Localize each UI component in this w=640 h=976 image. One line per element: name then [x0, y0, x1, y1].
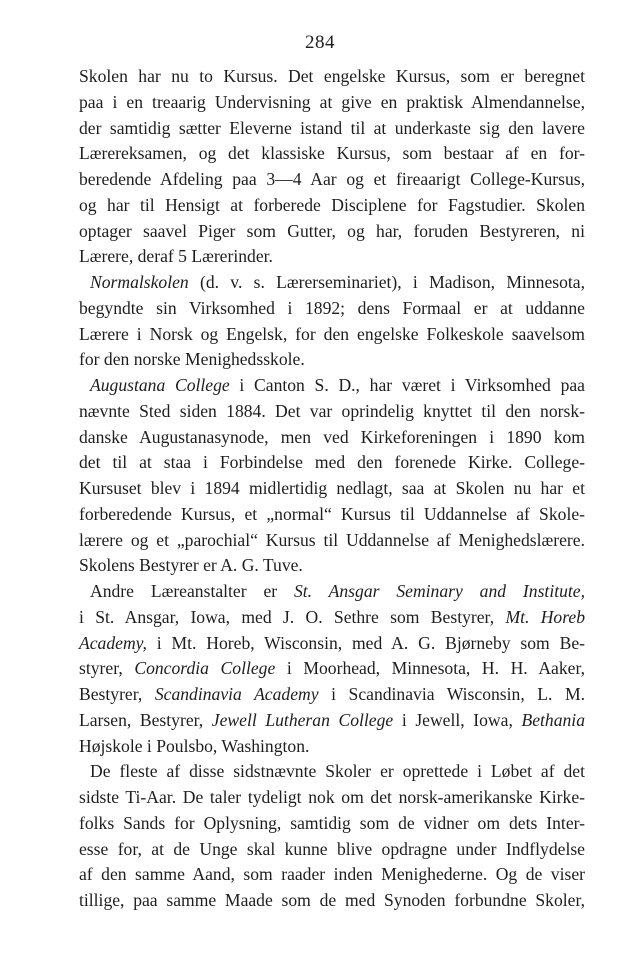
italic-run: Normalskolen	[90, 272, 189, 292]
text-run: for den norske Menighedsskole.	[79, 349, 305, 370]
text-run: optager saavel Piger som Gutter, og har, foruden Bestyreren, ni	[79, 220, 585, 241]
italic-run: Scandinavia Academy	[154, 684, 319, 704]
text-line	[79, 862, 585, 888]
text-run: styrer,	[79, 658, 135, 679]
text-run: Kursuset blev i 1894 midlertidig nedlagt, saa at Skolen nu har et	[79, 478, 585, 498]
text-line	[79, 90, 585, 116]
text-body	[79, 64, 585, 914]
text-line	[79, 888, 585, 914]
text-run: i St. Ansgar, Iowa, med J. O. Sethre som Bestyrer,	[79, 606, 506, 627]
text-line	[79, 656, 585, 682]
text-run: Bestyrer,	[79, 684, 155, 704]
text-run: forberedende Kursus, et „normal“ Kursus til Uddannelse af Skole-	[79, 503, 585, 524]
text-line	[79, 502, 585, 528]
text-run: Lærereksamen, og det klassiske Kursus, som bestaar af en for-	[79, 143, 585, 164]
text-line	[79, 270, 585, 296]
italic-run: St. Ansgar Seminary and Institute,	[294, 581, 585, 601]
text-line	[79, 116, 585, 142]
text-line	[79, 631, 585, 657]
text-line	[79, 347, 585, 373]
text-line	[79, 425, 585, 451]
text-line	[79, 141, 585, 167]
text-line	[79, 811, 585, 837]
text-line	[79, 553, 585, 579]
italic-run: Jewell Lutheran College	[211, 709, 394, 730]
text-run: sidste Ti-Aar. De taler tydeligt nok om det norsk-amerikanske Kirke-	[79, 787, 585, 807]
text-run: Skolens Bestyrer er A. G. Tuve.	[79, 555, 303, 576]
italic-run: Bethania	[521, 709, 585, 730]
text-line	[79, 759, 585, 785]
text-run: Larsen, Bestyrer,	[79, 709, 212, 730]
text-run: (d. v. s. Lærerseminariet), i Madison, Minnesota,	[188, 272, 585, 292]
text-run: tillige, paa samme Maade som de med Synoden forbundne Skoler,	[79, 890, 585, 910]
text-run: folks Sands for Oplysning, samtidig som de vidner om dets Inter-	[79, 812, 585, 833]
text-run: i Canton S. D., har været i Virksomhed paa	[229, 375, 585, 395]
text-line	[79, 399, 585, 425]
text-run: i Jewell, Iowa,	[393, 709, 522, 730]
text-run: i Scandinavia Wisconsin, L. M.	[318, 684, 586, 704]
text-line	[79, 579, 585, 605]
text-line	[79, 450, 585, 476]
text-run: begyndte sin Virksomhed i 1892; dens Formaal er at uddanne	[79, 297, 585, 318]
text-line	[79, 322, 585, 348]
text-line	[79, 296, 585, 322]
text-line	[79, 64, 585, 90]
text-run: Højskole i Poulsbo, Washington.	[79, 735, 310, 756]
text-line	[79, 167, 585, 193]
text-run: Andre Læreanstalter er	[90, 581, 294, 601]
text-run: Skolen har nu to Kursus. Det engelske Kursus, som er beregnet	[79, 66, 585, 86]
text-line	[79, 219, 585, 245]
text-line	[79, 682, 585, 708]
text-line	[79, 373, 585, 399]
text-line	[79, 837, 585, 863]
italic-run: Academy,	[79, 632, 147, 653]
text-run: i Moorhead, Minnesota, H. H. Aaker,	[275, 658, 585, 679]
text-run: esse for, at de Unge skal kunne blive opdragne under Indflydelse	[79, 838, 585, 859]
text-line	[79, 528, 585, 554]
text-run: i Mt. Horeb, Wisconsin, med A. G. Bjørneby som Be-	[146, 632, 585, 653]
text-run: beredende Afdeling paa 3—4 Aar og et fireaarigt College-Kursus,	[79, 169, 585, 189]
text-run: det til at staa i Forbindelse med den forenede Kirke. College-	[79, 452, 585, 473]
text-line	[79, 785, 585, 811]
text-run: paa i en treaarig Undervisning at give en praktisk Almendannelse,	[79, 91, 585, 112]
text-run: af den samme Aand, som raader inden Menighederne. Og de viser	[79, 864, 585, 885]
text-line	[79, 476, 585, 502]
text-run: Lærere i Norsk og Engelsk, for den engelske Folkeskole saavelsom	[79, 323, 585, 344]
italic-run: Augustana College	[90, 375, 230, 395]
text-run: nævnte Sted siden 1884. Det var oprindelig knyttet til den norsk-	[79, 400, 585, 421]
text-run: og har til Hensigt at forberede Disciplene for Fagstudier. Skolen	[79, 194, 585, 215]
text-run: Lærere, deraf 5 Lærerinder.	[79, 246, 273, 267]
text-run: lærere og et „parochial“ Kursus til Uddannelse af Menighedslærere.	[79, 529, 585, 550]
page-number: 284	[305, 32, 335, 53]
text-line	[79, 708, 585, 734]
text-run: De fleste af disse sidstnævnte Skoler er oprettede i Løbet af det	[90, 761, 585, 782]
text-run: der samtidig sætter Eleverne istand til at underkaste sig den lavere	[79, 117, 585, 138]
text-run: danske Augustanasynode, men ved Kirkeforeningen i 1890 kom	[79, 426, 585, 447]
text-line	[79, 605, 585, 631]
text-line	[79, 244, 585, 270]
text-line	[79, 734, 585, 760]
italic-run: Concordia College	[134, 658, 276, 679]
italic-run: Mt. Horeb	[505, 606, 585, 627]
text-line	[79, 193, 585, 219]
